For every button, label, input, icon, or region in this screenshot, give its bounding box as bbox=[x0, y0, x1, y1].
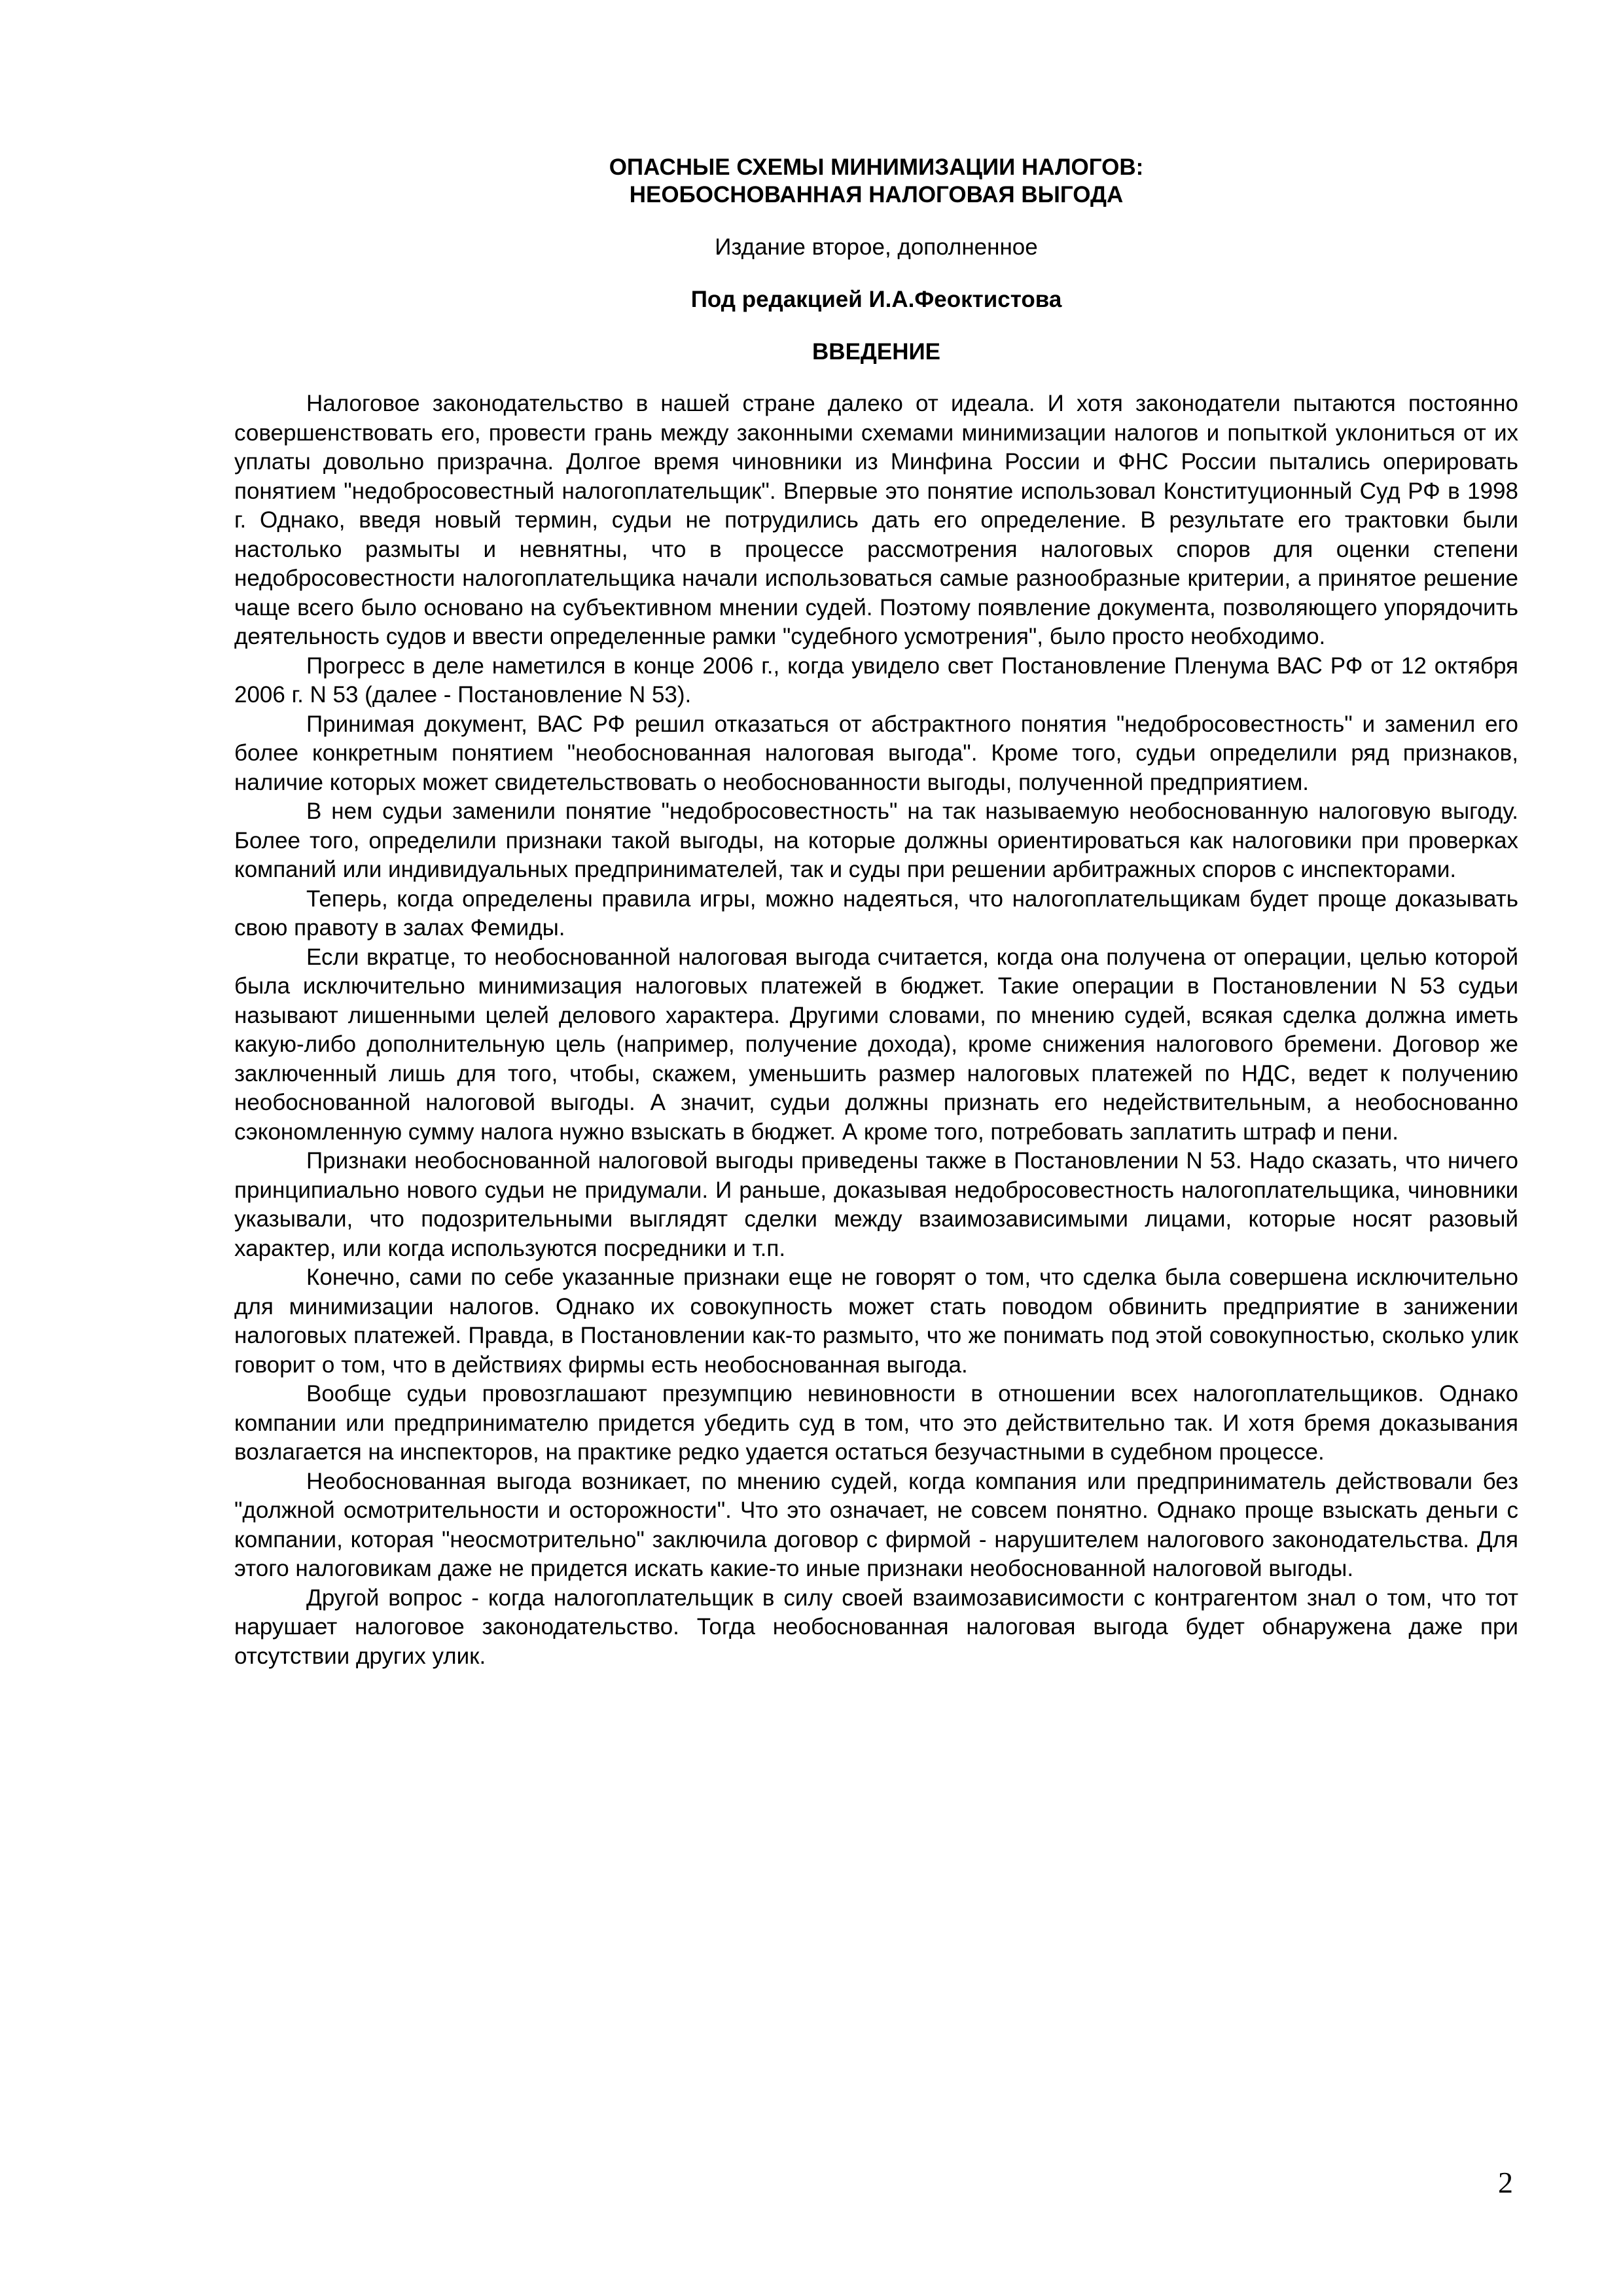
paragraph-2: Прогресс в деле наметился в конце 2006 г., когда увидело свет Постановление Пленума ВАС РФ от 12 октября 2006 г. N 53 (далее - Постановление N 53). bbox=[234, 653, 1518, 708]
edition-note: Издание второе, дополненное bbox=[715, 234, 1038, 260]
section-heading: ВВЕДЕНИЕ bbox=[812, 339, 940, 365]
paragraph-5: Теперь, когда определены правила игры, можно надеяться, что налогоплательщикам будет проще доказывать свою правоту в залах Фемиды. bbox=[234, 886, 1518, 941]
paragraph-6: Если вкратце, то необоснованной налоговая выгода считается, когда она получена от операции, целью которой была исключительно минимизация налоговых платежей в бюджет. Такие операции в Постановлении N 53 судьи называют лишенными целей делового характера. Другими словами, по мнению судей, всякая сделка должна иметь какую-либо дополнительную цель (например, получение дохода), кроме снижения налогового бремени. Договор же заключенный лишь для того, чтобы, скажем, уменьшить размер налоговых платежей по НДС, ведет к получению необоснованной налоговой выгоды. А значит, судьи должны признать его недействительным, а необоснованно сэкономленную сумму налога нужно взыскать в бюджет. А кроме того, потребовать заплатить штраф и пени. bbox=[234, 944, 1518, 1145]
page-number: 2 bbox=[1498, 2166, 1513, 2199]
paragraph-8: Конечно, сами по себе указанные признаки еще не говорят о том, что сделка была совершена исключительно для минимизации налогов. Однако их совокупность может стать поводом обвинить предприятие в занижении налоговых платежей. Правда, в Постановлении как-то размыто, что же понимать под этой совокупностью, сколько улик говорит о том, что в действиях фирмы есть необоснованная выгода. bbox=[234, 1265, 1518, 1378]
document-title-line-2: НЕОБОСНОВАННАЯ НАЛОГОВАЯ ВЫГОДА bbox=[629, 182, 1124, 207]
document-title-line-1: ОПАСНЫЕ СХЕМЫ МИНИМИЗАЦИИ НАЛОГОВ: bbox=[609, 154, 1144, 180]
editor-credit: Под редакцией И.А.Феоктистова bbox=[690, 287, 1062, 312]
paragraph-9: Вообще судьи провозглашают презумпцию невиновности в отношении всех налогоплательщиков. Однако компании или предпринимателю придется убедить суд в том, что это действительно так. И хотя бремя доказывания возлагается на инспекторов, на практике редко удается остаться безучастными в судебном процессе. bbox=[234, 1381, 1518, 1465]
paragraph-7: Признаки необоснованной налоговой выгоды приведены также в Постановлении N 53. Надо сказать, что ничего принципиально нового судьи не придумали. И раньше, доказывая недобросовестность налогоплательщика, чиновники указывали, что подозрительными выглядят сделки между взаимозависимыми лицами, которые носят разовый характер, или когда используются посредники и т.п. bbox=[234, 1148, 1518, 1261]
paragraph-11: Другой вопрос - когда налогоплательщик в силу своей взаимозависимости с контрагентом знал о том, что тот нарушает налоговое законодательство. Тогда необоснованная налоговая выгода будет обнаружена даже при отсутствии других улик. bbox=[234, 1585, 1518, 1669]
document-body bbox=[234, 389, 1518, 1671]
paragraph-1: Налоговое законодательство в нашей стране далеко от идеала. И хотя законодатели пытаются постоянно совершенствовать его, провести грань между законными схемами минимизации налогов и попыткой уклониться от их уплаты довольно призрачна. Долгое время чиновники из Минфина России и ФНС России пытались оперировать понятием "недобросовестный налогоплательщик". Впервые это понятие использовал Конституционный Суд РФ в 1998 г. Однако, введя новый термин, судьи не потрудились дать его определение. В результате его трактовки были настолько размыты и невнятны, что в процессе рассмотрения налоговых споров для оценки степени недобросовестности налогоплательщика начали использоваться самые разнообразные критерии, а принятое решение чаще всего было основано на субъективном мнении судей. Поэтому появление документа, позволяющего упорядочить деятельность судов и ввести определенные рамки "судебного усмотрения", было просто необходимо. bbox=[234, 391, 1518, 649]
document-page bbox=[234, 154, 1518, 1671]
paragraph-4: В нем судьи заменили понятие "недобросовестность" на так называемую необоснованную налоговую выгоду. Более того, определили признаки такой выгоды, на которые должны ориентироваться как налоговики при проверках компаний или индивидуальных предпринимателей, так и суды при решении арбитражных споров с инспекторами. bbox=[234, 798, 1518, 882]
paragraph-3: Принимая документ, ВАС РФ решил отказаться от абстрактного понятия "недобросовестность" и заменил его более конкретным понятием "необоснованная налоговая выгода". Кроме того, судьи определили ряд признаков, наличие которых может свидетельствовать о необоснованности выгоды, полученной предприятием. bbox=[234, 711, 1518, 795]
paragraph-10: Необоснованная выгода возникает, по мнению судей, когда компания или предприниматель действовали без "должной осмотрительности и осторожности". Что это означает, не совсем понятно. Однако проще взыскать деньги с компании, которая "неосмотрительно" заключила договор с фирмой - нарушителем налогового законодательства. Для этого налоговикам даже не придется искать какие-то иные признаки необоснованной налоговой выгоды. bbox=[234, 1468, 1518, 1581]
